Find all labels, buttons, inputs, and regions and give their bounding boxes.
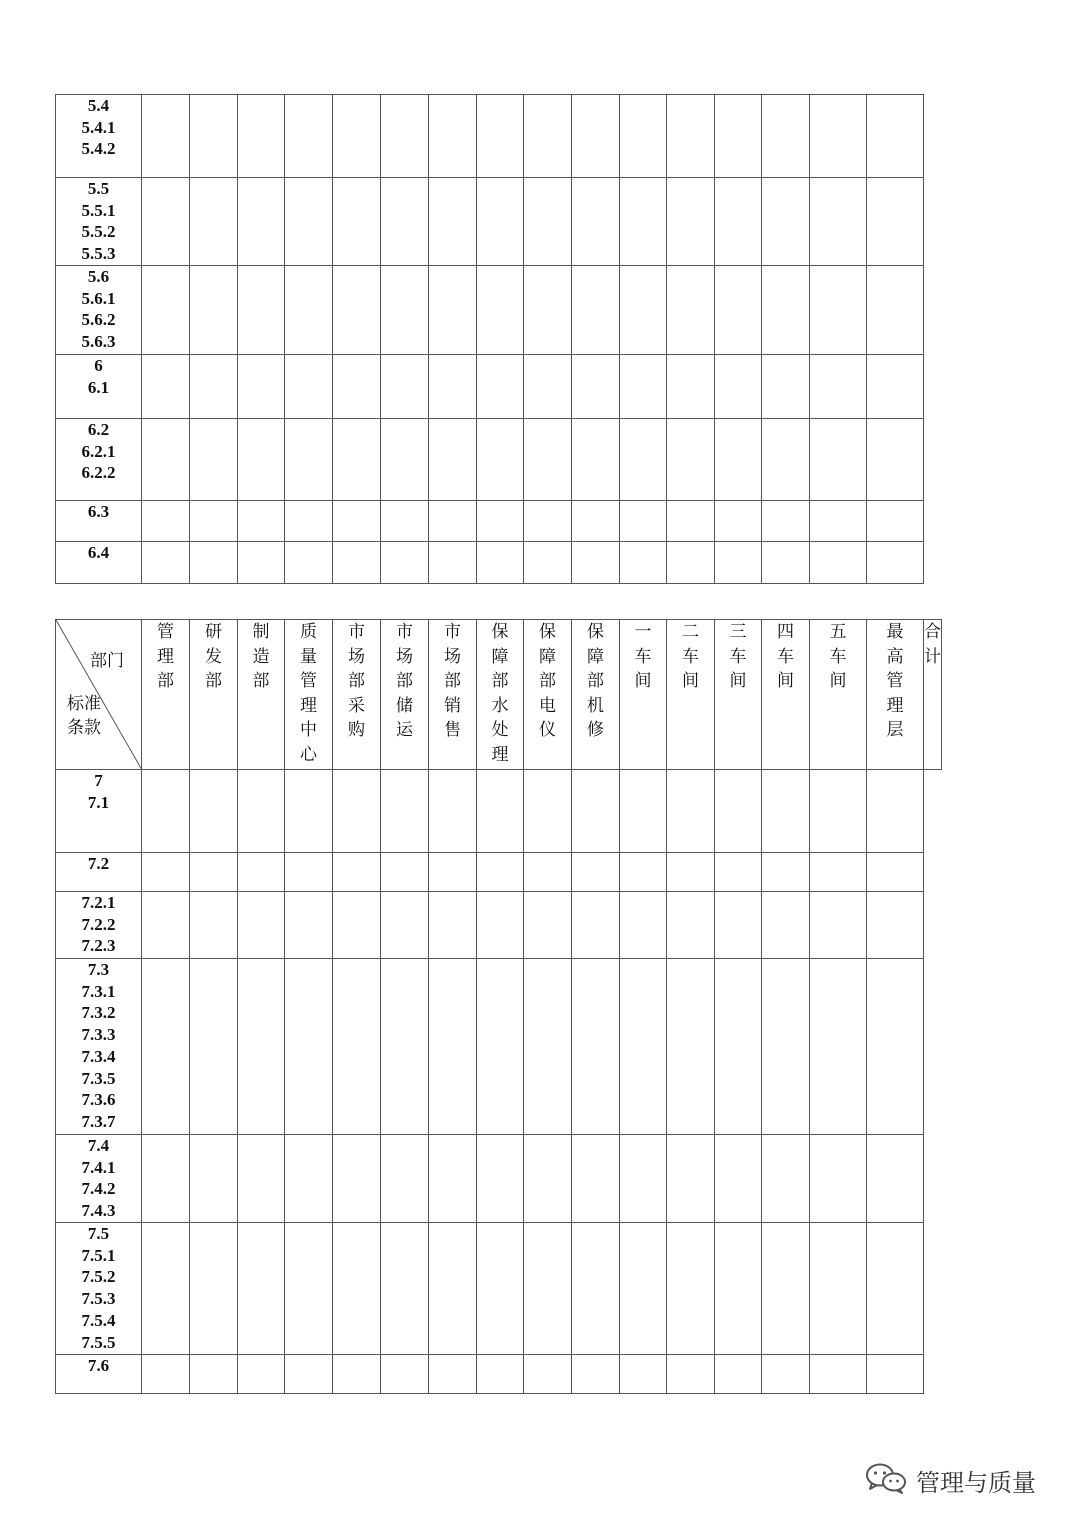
table-row bbox=[56, 853, 942, 892]
department-header: 制 造 部 bbox=[238, 620, 285, 770]
empty-cell bbox=[238, 1223, 285, 1355]
empty-cell bbox=[477, 770, 524, 853]
empty-cell bbox=[620, 1135, 667, 1223]
empty-cell bbox=[190, 419, 238, 501]
empty-cell bbox=[524, 178, 572, 266]
department-header: 质 量 管 理 中 心 bbox=[285, 620, 333, 770]
empty-cell bbox=[524, 892, 572, 959]
empty-cell bbox=[867, 853, 924, 892]
table-row bbox=[56, 892, 942, 959]
empty-cell bbox=[667, 853, 715, 892]
empty-cell bbox=[477, 178, 524, 266]
watermark-text: 管理与质量 bbox=[916, 1468, 1036, 1497]
empty-cell bbox=[867, 501, 924, 542]
empty-cell bbox=[810, 501, 867, 542]
empty-cell bbox=[429, 542, 477, 584]
empty-cell bbox=[715, 178, 762, 266]
empty-cell bbox=[142, 959, 190, 1135]
empty-cell bbox=[142, 1135, 190, 1223]
empty-cell bbox=[477, 959, 524, 1135]
empty-cell bbox=[810, 1135, 867, 1223]
empty-cell bbox=[381, 355, 429, 419]
empty-cell bbox=[620, 542, 667, 584]
empty-cell bbox=[667, 501, 715, 542]
empty-cell bbox=[715, 1355, 762, 1394]
empty-cell bbox=[142, 95, 190, 178]
empty-cell bbox=[524, 501, 572, 542]
empty-cell bbox=[715, 1135, 762, 1223]
empty-cell bbox=[477, 501, 524, 542]
empty-cell bbox=[810, 178, 867, 266]
empty-cell bbox=[572, 1223, 620, 1355]
empty-cell bbox=[620, 959, 667, 1135]
empty-cell bbox=[572, 266, 620, 355]
clause-cell: 7.2.1 7.2.2 7.2.3 bbox=[56, 892, 142, 959]
empty-cell bbox=[867, 1355, 924, 1394]
table-row bbox=[56, 1135, 942, 1223]
empty-cell bbox=[429, 959, 477, 1135]
department-header: 市 场 部 采 购 bbox=[333, 620, 381, 770]
empty-cell bbox=[715, 95, 762, 178]
empty-cell bbox=[867, 959, 924, 1135]
clause-cell: 7.2 bbox=[56, 853, 142, 892]
table-row bbox=[56, 1355, 942, 1394]
header-row bbox=[56, 620, 942, 770]
empty-cell bbox=[238, 770, 285, 853]
department-header: 保 障 部 电 仪 bbox=[524, 620, 572, 770]
empty-cell bbox=[429, 1135, 477, 1223]
department-header: 保 障 部 机 修 bbox=[572, 620, 620, 770]
clause-cell: 7 7.1 bbox=[56, 770, 142, 853]
table-row bbox=[56, 1223, 942, 1355]
empty-cell bbox=[429, 419, 477, 501]
empty-cell bbox=[620, 266, 667, 355]
clause-cell: 6 6.1 bbox=[56, 355, 142, 419]
empty-cell bbox=[810, 1355, 867, 1394]
department-header: 一 车 间 bbox=[620, 620, 667, 770]
empty-cell bbox=[715, 501, 762, 542]
empty-cell bbox=[238, 178, 285, 266]
table-row bbox=[56, 266, 924, 355]
empty-cell bbox=[572, 1135, 620, 1223]
empty-cell bbox=[667, 1223, 715, 1355]
empty-cell bbox=[190, 1355, 238, 1394]
empty-cell bbox=[867, 355, 924, 419]
department-header: 最 高 管 理 层 bbox=[867, 620, 924, 770]
empty-cell bbox=[190, 1135, 238, 1223]
empty-cell bbox=[429, 1223, 477, 1355]
empty-cell bbox=[572, 419, 620, 501]
table-row bbox=[56, 178, 924, 266]
clause-cell: 6.3 bbox=[56, 501, 142, 542]
empty-cell bbox=[142, 770, 190, 853]
empty-cell bbox=[477, 266, 524, 355]
empty-cell bbox=[333, 178, 381, 266]
clause-cell: 6.4 bbox=[56, 542, 142, 584]
empty-cell bbox=[620, 178, 667, 266]
empty-cell bbox=[190, 355, 238, 419]
empty-cell bbox=[477, 419, 524, 501]
empty-cell bbox=[620, 95, 667, 178]
empty-cell bbox=[867, 95, 924, 178]
empty-cell bbox=[429, 501, 477, 542]
empty-cell bbox=[333, 770, 381, 853]
empty-cell bbox=[715, 542, 762, 584]
table-row bbox=[56, 355, 924, 419]
empty-cell bbox=[429, 95, 477, 178]
empty-cell bbox=[381, 959, 429, 1135]
empty-cell bbox=[620, 770, 667, 853]
empty-cell bbox=[381, 1135, 429, 1223]
department-header: 市 场 部 销 售 bbox=[429, 620, 477, 770]
empty-cell bbox=[238, 1135, 285, 1223]
empty-cell bbox=[762, 853, 810, 892]
empty-cell bbox=[190, 266, 238, 355]
empty-cell bbox=[620, 853, 667, 892]
empty-cell bbox=[333, 95, 381, 178]
clause-cell: 7.5 7.5.1 7.5.2 7.5.3 7.5.4 7.5.5 bbox=[56, 1223, 142, 1355]
empty-cell bbox=[524, 419, 572, 501]
empty-cell bbox=[285, 95, 333, 178]
empty-cell bbox=[867, 266, 924, 355]
empty-cell bbox=[572, 770, 620, 853]
empty-cell bbox=[333, 501, 381, 542]
empty-cell bbox=[620, 1223, 667, 1355]
empty-cell bbox=[285, 770, 333, 853]
empty-cell bbox=[572, 501, 620, 542]
empty-cell bbox=[142, 892, 190, 959]
empty-cell bbox=[333, 959, 381, 1135]
empty-cell bbox=[524, 770, 572, 853]
empty-cell bbox=[620, 355, 667, 419]
empty-cell bbox=[810, 266, 867, 355]
empty-cell bbox=[810, 355, 867, 419]
empty-cell bbox=[142, 355, 190, 419]
department-header: 五 车 间 bbox=[810, 620, 867, 770]
table-row bbox=[56, 501, 924, 542]
department-header: 研 发 部 bbox=[190, 620, 238, 770]
table-row bbox=[56, 95, 924, 178]
empty-cell bbox=[142, 419, 190, 501]
empty-cell bbox=[381, 178, 429, 266]
empty-cell bbox=[667, 542, 715, 584]
empty-cell bbox=[381, 419, 429, 501]
empty-cell bbox=[142, 1223, 190, 1355]
empty-cell bbox=[477, 853, 524, 892]
department-header: 三 车 间 bbox=[715, 620, 762, 770]
empty-cell bbox=[762, 266, 810, 355]
corner-dept-label: 部门 bbox=[90, 651, 124, 671]
empty-cell bbox=[667, 770, 715, 853]
empty-cell bbox=[333, 892, 381, 959]
empty-cell bbox=[381, 770, 429, 853]
empty-cell bbox=[524, 355, 572, 419]
empty-cell bbox=[810, 770, 867, 853]
empty-cell bbox=[190, 501, 238, 542]
empty-cell bbox=[867, 1135, 924, 1223]
empty-cell bbox=[810, 959, 867, 1135]
empty-cell bbox=[477, 355, 524, 419]
empty-cell bbox=[190, 178, 238, 266]
empty-cell bbox=[333, 1135, 381, 1223]
empty-cell bbox=[142, 501, 190, 542]
clause-cell: 7.4 7.4.1 7.4.2 7.4.3 bbox=[56, 1135, 142, 1223]
empty-cell bbox=[715, 853, 762, 892]
empty-cell bbox=[238, 355, 285, 419]
empty-cell bbox=[285, 355, 333, 419]
empty-cell bbox=[810, 95, 867, 178]
department-header: 管 理 部 bbox=[142, 620, 190, 770]
empty-cell bbox=[572, 959, 620, 1135]
empty-cell bbox=[238, 1355, 285, 1394]
empty-cell bbox=[810, 1223, 867, 1355]
table-row bbox=[56, 770, 942, 853]
empty-cell bbox=[867, 770, 924, 853]
empty-cell bbox=[867, 419, 924, 501]
empty-cell bbox=[867, 892, 924, 959]
clause-cell: 5.5 5.5.1 5.5.2 5.5.3 bbox=[56, 178, 142, 266]
empty-cell bbox=[620, 501, 667, 542]
empty-cell bbox=[572, 178, 620, 266]
empty-cell bbox=[810, 853, 867, 892]
empty-cell bbox=[190, 853, 238, 892]
empty-cell bbox=[142, 266, 190, 355]
empty-cell bbox=[381, 853, 429, 892]
empty-cell bbox=[238, 419, 285, 501]
empty-cell bbox=[190, 770, 238, 853]
empty-cell bbox=[333, 853, 381, 892]
empty-cell bbox=[715, 419, 762, 501]
table-row bbox=[56, 419, 924, 501]
clause-cell: 5.4 5.4.1 5.4.2 bbox=[56, 95, 142, 178]
empty-cell bbox=[381, 1223, 429, 1355]
empty-cell bbox=[238, 892, 285, 959]
empty-cell bbox=[572, 853, 620, 892]
empty-cell bbox=[190, 95, 238, 178]
empty-cell bbox=[142, 178, 190, 266]
empty-cell bbox=[429, 266, 477, 355]
empty-cell bbox=[285, 178, 333, 266]
empty-cell bbox=[762, 1355, 810, 1394]
empty-cell bbox=[715, 892, 762, 959]
empty-cell bbox=[477, 1223, 524, 1355]
empty-cell bbox=[285, 853, 333, 892]
department-header: 市 场 部 储 运 bbox=[381, 620, 429, 770]
clause-table-bottom bbox=[55, 619, 942, 1394]
empty-cell bbox=[429, 770, 477, 853]
empty-cell bbox=[238, 959, 285, 1135]
empty-cell bbox=[333, 355, 381, 419]
empty-cell bbox=[477, 542, 524, 584]
empty-cell bbox=[381, 95, 429, 178]
empty-cell bbox=[285, 959, 333, 1135]
empty-cell bbox=[867, 1223, 924, 1355]
empty-cell bbox=[620, 1355, 667, 1394]
table-row bbox=[56, 542, 924, 584]
empty-cell bbox=[238, 266, 285, 355]
empty-cell bbox=[190, 959, 238, 1135]
empty-cell bbox=[762, 1135, 810, 1223]
empty-cell bbox=[285, 542, 333, 584]
clause-cell: 7.3 7.3.1 7.3.2 7.3.3 7.3.4 7.3.5 7.3.6 7.3.7 bbox=[56, 959, 142, 1135]
empty-cell bbox=[477, 1135, 524, 1223]
clause-cell: 7.6 bbox=[56, 1355, 142, 1394]
empty-cell bbox=[762, 542, 810, 584]
empty-cell bbox=[524, 853, 572, 892]
empty-cell bbox=[524, 95, 572, 178]
empty-cell bbox=[333, 1223, 381, 1355]
empty-cell bbox=[477, 1355, 524, 1394]
empty-cell bbox=[285, 419, 333, 501]
empty-cell bbox=[381, 266, 429, 355]
empty-cell bbox=[810, 542, 867, 584]
empty-cell bbox=[667, 266, 715, 355]
empty-cell bbox=[867, 178, 924, 266]
empty-cell bbox=[667, 892, 715, 959]
empty-cell bbox=[762, 770, 810, 853]
empty-cell bbox=[429, 1355, 477, 1394]
empty-cell bbox=[381, 542, 429, 584]
corner-header-cell bbox=[56, 620, 142, 770]
empty-cell bbox=[715, 355, 762, 419]
watermark bbox=[864, 1462, 1036, 1498]
empty-cell bbox=[524, 1223, 572, 1355]
empty-cell bbox=[867, 542, 924, 584]
empty-cell bbox=[285, 1135, 333, 1223]
empty-cell bbox=[667, 959, 715, 1135]
empty-cell bbox=[285, 501, 333, 542]
empty-cell bbox=[333, 542, 381, 584]
clause-table-top bbox=[55, 94, 924, 584]
empty-cell bbox=[238, 542, 285, 584]
empty-cell bbox=[572, 542, 620, 584]
empty-cell bbox=[333, 266, 381, 355]
empty-cell bbox=[477, 95, 524, 178]
empty-cell bbox=[572, 355, 620, 419]
empty-cell bbox=[762, 501, 810, 542]
empty-cell bbox=[572, 1355, 620, 1394]
empty-cell bbox=[285, 1223, 333, 1355]
empty-cell bbox=[142, 853, 190, 892]
empty-cell bbox=[429, 178, 477, 266]
empty-cell bbox=[524, 542, 572, 584]
empty-cell bbox=[667, 178, 715, 266]
empty-cell bbox=[715, 1223, 762, 1355]
clause-cell: 6.2 6.2.1 6.2.2 bbox=[56, 419, 142, 501]
empty-cell bbox=[810, 419, 867, 501]
empty-cell bbox=[667, 1135, 715, 1223]
empty-cell bbox=[142, 1355, 190, 1394]
empty-cell bbox=[333, 419, 381, 501]
empty-cell bbox=[142, 542, 190, 584]
clause-cell: 5.6 5.6.1 5.6.2 5.6.3 bbox=[56, 266, 142, 355]
empty-cell bbox=[762, 892, 810, 959]
empty-cell bbox=[381, 1355, 429, 1394]
empty-cell bbox=[524, 1135, 572, 1223]
empty-cell bbox=[715, 266, 762, 355]
department-header: 合 计 bbox=[924, 620, 942, 770]
department-header: 四 车 间 bbox=[762, 620, 810, 770]
empty-cell bbox=[429, 853, 477, 892]
department-header: 二 车 间 bbox=[667, 620, 715, 770]
empty-cell bbox=[381, 892, 429, 959]
empty-cell bbox=[620, 419, 667, 501]
empty-cell bbox=[524, 266, 572, 355]
empty-cell bbox=[333, 1355, 381, 1394]
empty-cell bbox=[285, 266, 333, 355]
empty-cell bbox=[572, 892, 620, 959]
empty-cell bbox=[238, 95, 285, 178]
empty-cell bbox=[524, 1355, 572, 1394]
department-header: 保 障 部 水 处 理 bbox=[477, 620, 524, 770]
empty-cell bbox=[190, 892, 238, 959]
empty-cell bbox=[667, 419, 715, 501]
empty-cell bbox=[381, 501, 429, 542]
empty-cell bbox=[715, 959, 762, 1135]
empty-cell bbox=[429, 892, 477, 959]
empty-cell bbox=[762, 178, 810, 266]
wechat-icon bbox=[864, 1462, 908, 1498]
empty-cell bbox=[762, 95, 810, 178]
empty-cell bbox=[238, 853, 285, 892]
empty-cell bbox=[762, 419, 810, 501]
empty-cell bbox=[762, 355, 810, 419]
empty-cell bbox=[477, 892, 524, 959]
empty-cell bbox=[667, 95, 715, 178]
empty-cell bbox=[285, 892, 333, 959]
empty-cell bbox=[667, 1355, 715, 1394]
empty-cell bbox=[715, 770, 762, 853]
empty-cell bbox=[762, 1223, 810, 1355]
empty-cell bbox=[190, 542, 238, 584]
empty-cell bbox=[285, 1355, 333, 1394]
empty-cell bbox=[190, 1223, 238, 1355]
empty-cell bbox=[238, 501, 285, 542]
empty-cell bbox=[667, 355, 715, 419]
empty-cell bbox=[762, 959, 810, 1135]
empty-cell bbox=[620, 892, 667, 959]
empty-cell bbox=[429, 355, 477, 419]
empty-cell bbox=[524, 959, 572, 1135]
empty-cell bbox=[572, 95, 620, 178]
empty-cell bbox=[810, 892, 867, 959]
corner-standard-label: 标准 条款 bbox=[67, 694, 101, 738]
table-row bbox=[56, 959, 942, 1135]
